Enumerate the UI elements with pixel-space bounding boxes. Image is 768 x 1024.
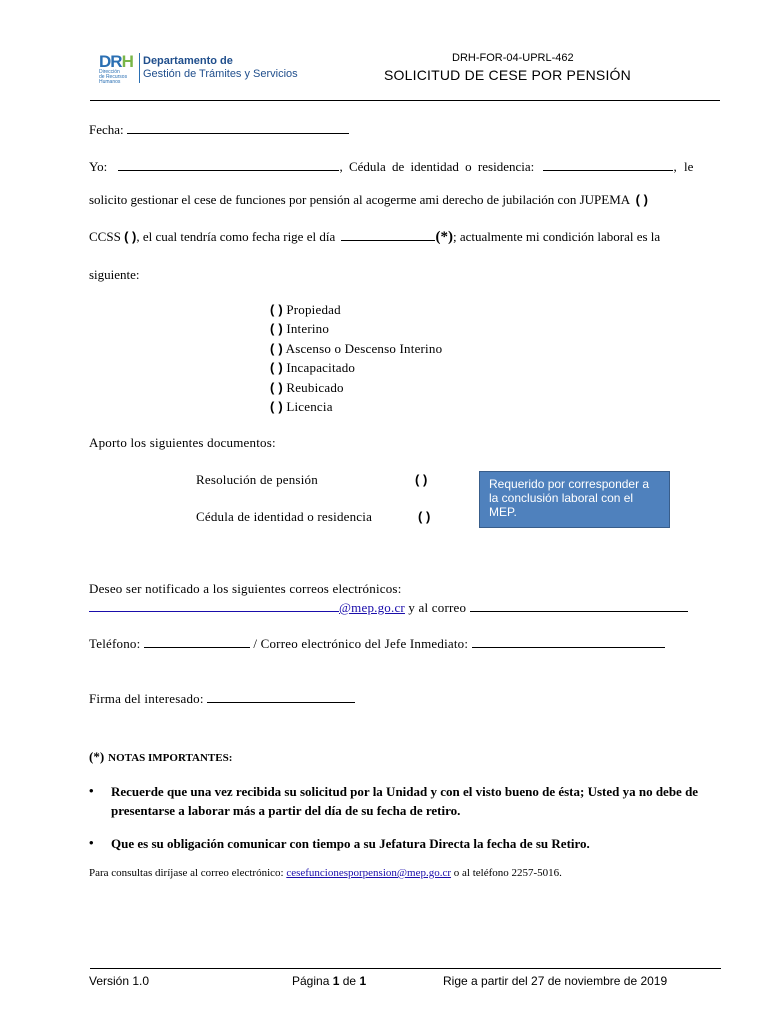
footer-rige: Rige a partir del 27 de noviembre de 2019 bbox=[443, 974, 668, 988]
contact-prefix: Para consultas diríjase al correo electrónico: bbox=[89, 867, 284, 879]
condicion-text: ; actualmente mi condición laboral es la bbox=[452, 229, 661, 244]
telefono-row bbox=[89, 636, 665, 652]
cedula-field[interactable] bbox=[543, 159, 673, 171]
fecha-rige-text: , el cual tendría como fecha rige el día bbox=[136, 229, 336, 244]
bullet-dot: • bbox=[89, 835, 94, 850]
doc-code: DRH-FOR-04-UPRL-462 bbox=[452, 52, 574, 64]
logo-separator bbox=[139, 53, 140, 83]
option-label: Incapacitado bbox=[286, 360, 356, 375]
fecha-label: Fecha: bbox=[89, 122, 124, 137]
fecha-row bbox=[89, 122, 349, 138]
cedula-label: , Cédula de identidad o residencia: bbox=[339, 159, 535, 174]
doc-cedula-label: Cédula de identidad o residencia bbox=[196, 509, 373, 524]
footer-page bbox=[292, 974, 366, 988]
mep-domain-link[interactable]: @mep.go.cr bbox=[339, 600, 405, 615]
notify-text: Deseo ser notificado a los siguientes correos electrónicos: bbox=[89, 581, 402, 596]
logo-sub-3: Humanos bbox=[99, 79, 121, 85]
dept-line-1: Departamento de bbox=[143, 55, 233, 67]
note-bullet-2: Que es su obligación comunicar con tiempo a su Jefatura Directa la fecha de su Retiro. bbox=[111, 836, 590, 851]
option-label: Propiedad bbox=[286, 302, 341, 317]
fecha-rige-field[interactable] bbox=[341, 229, 435, 241]
name-field[interactable] bbox=[118, 159, 339, 171]
notes-heading bbox=[89, 748, 232, 766]
header-divider bbox=[90, 100, 720, 101]
option-label: Reubicado bbox=[286, 380, 344, 395]
note-bullet-1: Recuerde que una vez recibida su solicitud por la Unidad y con el visto bueno de ésta; Usted ya no debe de presentarse a laborar más a partir del día de su fecha de retiro. bbox=[111, 784, 699, 818]
footer-version: Versión 1.0 bbox=[89, 974, 150, 988]
option-licencia[interactable]: ( ) Licencia bbox=[270, 399, 333, 414]
siguiente-text: siguiente: bbox=[89, 267, 140, 282]
option-incapacitado[interactable]: ( ) Incapacitado bbox=[270, 360, 356, 375]
solicito-row bbox=[89, 192, 648, 208]
alt-email-field[interactable] bbox=[470, 600, 688, 612]
drh-logo bbox=[99, 53, 139, 85]
dept-line-2: Gestión de Trámites y Servicios bbox=[143, 68, 298, 80]
asterisk-mark: (*) bbox=[435, 229, 453, 245]
doc-resolucion-checkbox[interactable]: ( ) bbox=[415, 472, 428, 487]
solicito-text: solicito gestionar el cese de funciones por pensión al acogerme ami derecho de jubilación con JUPEMA bbox=[89, 192, 630, 207]
department-name bbox=[143, 55, 298, 81]
firma-row bbox=[89, 691, 355, 707]
option-label: Licencia bbox=[286, 399, 333, 414]
logo-sub-1: Dirección bbox=[99, 69, 120, 75]
ccss-checkbox[interactable]: ( ) bbox=[124, 229, 137, 244]
option-label: Ascenso o Descenso Interino bbox=[285, 341, 443, 356]
notes-asterisk: (*) bbox=[89, 749, 105, 764]
notes-title: NOTAS IMPORTANTES: bbox=[108, 752, 233, 764]
footer-divider bbox=[90, 968, 721, 969]
email-row bbox=[89, 600, 688, 616]
doc-title: SOLICITUD DE CESE POR PENSIÓN bbox=[384, 67, 631, 83]
option-interino[interactable]: ( ) Interino bbox=[270, 321, 330, 336]
al-correo-label: y al correo bbox=[408, 600, 467, 615]
drh-logo-text: DRH bbox=[99, 52, 133, 71]
doc-cedula-checkbox[interactable]: ( ) bbox=[418, 509, 431, 524]
logo-sub-2: de Recursos bbox=[99, 74, 128, 80]
page-total: 1 bbox=[359, 974, 367, 988]
firma-field[interactable] bbox=[207, 691, 355, 703]
page-prefix: Página bbox=[292, 974, 330, 988]
page-of: de bbox=[342, 974, 357, 988]
contact-line bbox=[89, 867, 562, 879]
telefono-field[interactable] bbox=[144, 636, 250, 648]
mep-email-field[interactable] bbox=[89, 600, 339, 612]
page-number: 1 bbox=[332, 974, 340, 988]
contact-email-link[interactable]: cesefuncionesporpension@mep.go.cr bbox=[286, 867, 452, 879]
le-text: , le bbox=[673, 159, 694, 174]
doc-resolucion-label: Resolución de pensión bbox=[196, 472, 318, 487]
option-reubicado[interactable]: ( ) Reubicado bbox=[270, 380, 344, 395]
firma-label: Firma del interesado: bbox=[89, 691, 204, 706]
jefe-label: / Correo electrónico del Jefe Inmediato: bbox=[253, 636, 469, 651]
option-label: Interino bbox=[286, 321, 330, 336]
fecha-field[interactable] bbox=[127, 122, 349, 134]
aporto-text: Aporto los siguientes documentos: bbox=[89, 435, 276, 450]
requirement-callout: Requerido por corresponder a la conclusión laboral con el MEP. bbox=[479, 471, 670, 528]
yo-row bbox=[89, 159, 693, 175]
jupema-checkbox[interactable]: ( ) bbox=[635, 192, 648, 207]
jefe-email-field[interactable] bbox=[472, 636, 665, 648]
option-propiedad[interactable]: ( ) Propiedad bbox=[270, 302, 341, 317]
yo-label: Yo: bbox=[89, 159, 108, 174]
bullet-dot: • bbox=[89, 783, 94, 798]
telefono-label: Teléfono: bbox=[89, 636, 141, 651]
option-ascenso[interactable]: ( ) Ascenso o Descenso Interino bbox=[270, 341, 443, 356]
contact-suffix: o al teléfono 2257-5016. bbox=[453, 867, 562, 879]
ccss-row bbox=[89, 229, 660, 246]
ccss-label: CCSS bbox=[89, 229, 121, 244]
